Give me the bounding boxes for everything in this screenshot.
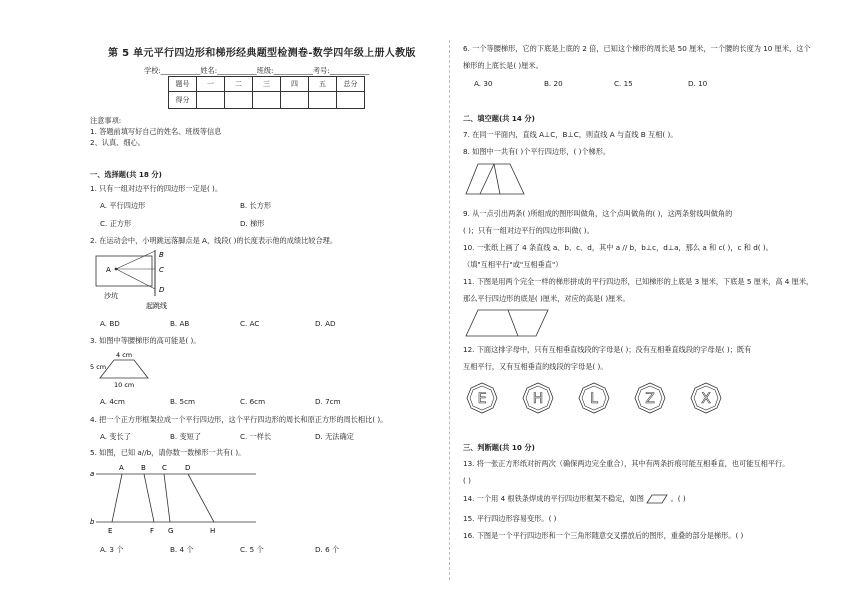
score-cell: 三: [253, 77, 281, 92]
question-text: 4. 把一个正方形框架拉成一个平行四边形，这个平行四边形的周长和原正方形的周长相比( )。: [90, 415, 388, 424]
two-trapezoids-figure: [464, 308, 554, 338]
option-c[interactable]: C. AC: [240, 319, 260, 328]
question-text: 梯形的上底长是( )厘米。: [463, 61, 543, 70]
question-text: 1. 只有一组对边平行的四边形一定是( )。: [90, 184, 223, 193]
sandpit-label: 沙坑: [104, 292, 118, 300]
question-text: 2. 在运动会中，小明跳远落脚点是 A，线段( )的长度表示他的成绩比较合理。: [90, 236, 338, 245]
option-d[interactable]: D. 7cm: [315, 397, 341, 406]
score-input-cell[interactable]: [281, 92, 309, 109]
option-c[interactable]: C. 一样长: [240, 432, 272, 441]
option-b[interactable]: B. 4 个: [170, 545, 194, 554]
question-text: 8. 如图中一共有( )个平行四边形，( )个梯形。: [463, 147, 611, 156]
score-table: [168, 76, 365, 109]
question-text: 6. 一个等腰梯形，它的下底是上底的 2 倍，已知这个梯形的周长是 50 厘米，一个腰的长度为 10 厘米，这个: [463, 44, 811, 53]
question-text: 7. 在同一平面内，直线 A⊥C，B⊥C，则直线 A 与直线 B 互相( )。: [463, 130, 678, 139]
note-item: 1. 答题前填写好自己的姓名、班级等信息: [90, 127, 222, 136]
option-a[interactable]: A. 变长了: [100, 432, 131, 441]
letter-e-badge: [466, 382, 498, 414]
letter-label: Z: [645, 391, 655, 407]
letter-label: X: [701, 391, 711, 407]
score-table-score-row: [169, 92, 365, 109]
bottom-base-label: 10 cm: [114, 381, 135, 389]
answer-blank[interactable]: ( ): [463, 476, 471, 485]
long-jump-figure: [92, 248, 192, 312]
score-cell: 四: [281, 77, 309, 92]
point-label: H: [210, 527, 216, 535]
trapezoid-figure: [90, 348, 160, 390]
section-heading: 一、选择题(共 18 分): [90, 170, 162, 179]
point-label: A: [119, 464, 124, 472]
option-b[interactable]: B. 变短了: [170, 432, 202, 441]
option-b[interactable]: B. 5cm: [170, 397, 196, 406]
top-base-label: 4 cm: [116, 351, 133, 359]
option-d[interactable]: D. 6 个: [315, 545, 340, 554]
answer-blank[interactable]: 。( ): [670, 494, 686, 503]
question-text: ( )；只有一组对边平行的四边形叫做( )。: [463, 226, 594, 235]
student-info-line[interactable]: 学校:___________姓名:___________班级:___________考号:___________: [144, 66, 370, 75]
score-input-cell[interactable]: [309, 92, 337, 109]
option-d[interactable]: D. AD: [315, 319, 336, 328]
point-label: C: [162, 464, 167, 472]
point-label: F: [150, 527, 155, 535]
option-a[interactable]: A. 30: [474, 79, 493, 88]
question-text: 5. 如图，已知 a//b，请你数一数梯形一共有( )。: [90, 448, 246, 457]
score-cell: 题号: [169, 77, 197, 92]
parallelogram-icon: [646, 494, 668, 504]
option-a[interactable]: A. 平行四边形: [100, 201, 146, 210]
question-text: 那么平行四边形的底是( )厘米，对应的高是( )厘米。: [463, 294, 630, 303]
option-a[interactable]: A. 4cm: [100, 397, 125, 406]
question-text: 9. 从一点引出两条( )所组成的图形叫做角，这个点叫做角的( )，这两条射线叫做角的: [463, 209, 733, 218]
option-c[interactable]: C. 5 个: [240, 545, 264, 554]
right-column: [452, 0, 860, 608]
score-cell: 二: [225, 77, 253, 92]
question-text: 13. 将一张正方形纸对折两次（确保两边完全重合），其中有两条折痕可能互相垂直，也可能互相平行。: [463, 459, 790, 468]
question-text: 11. 下图是用两个完全一样的梯形拼成的平行四边形，已知梯形的上底是 3 厘米，下底是 5 厘米，高 4 厘米，: [463, 277, 814, 286]
column-divider: [449, 40, 450, 580]
takeoff-line-label: 起跳线: [146, 302, 167, 310]
letter-z-badge: [634, 382, 666, 414]
letter-l-badge: [578, 382, 610, 414]
letter-label: H: [532, 391, 544, 407]
question-text: 12. 下面这排字母中，只有互相垂直线段的字母是( )；没有互相垂直线段的字母是( )；既有: [463, 345, 752, 354]
score-cell: 得分: [169, 92, 197, 109]
note-item: 2、认真、细心。: [90, 138, 145, 147]
line-a-label: a: [90, 470, 95, 478]
question-text: 15. 平行四边形容易变形。( ): [463, 514, 557, 523]
section-heading: 二、填空题(共 14 分): [463, 114, 535, 123]
question-text: 16. 下图是一个平行四边形和一个三角形随意交叉摆放后的图形，重叠的部分是梯形。( ): [463, 531, 744, 540]
letter-x-badge: [690, 382, 722, 414]
point-b-label: B: [159, 251, 164, 259]
question-text: 10. 一张纸上画了 4 条直线 a、b、c、d，其中 a // b，b⊥c，d⊥a，那么 a 和 c( )，c 和 d( )。: [463, 243, 773, 252]
letter-h-badge: [522, 382, 554, 414]
score-table-header-row: [169, 77, 365, 92]
option-d[interactable]: D. 梯形: [240, 219, 265, 228]
section-heading: 三、判断题(共 10 分): [463, 443, 535, 452]
parallelogram-trapezoid-figure: [464, 160, 528, 200]
parallel-lines-figure: [88, 460, 268, 540]
score-input-cell[interactable]: [197, 92, 225, 109]
letter-label: L: [590, 391, 598, 407]
score-cell: 一: [197, 77, 225, 92]
point-label: G: [168, 527, 174, 535]
question-text: [463, 494, 686, 504]
point-label: B: [141, 464, 146, 472]
question-text: （填"互相平行"或"互相垂直"）: [463, 260, 563, 269]
page-title: 第 5 单元平行四边形和梯形经典题型检测卷-数学四年级上册人教版: [108, 48, 416, 59]
point-label: E: [108, 527, 113, 535]
score-input-cell[interactable]: [337, 92, 365, 109]
question-text: 3. 如图中等腰梯形的高可能是( )。: [90, 336, 201, 345]
option-a[interactable]: A. 3 个: [100, 545, 124, 554]
score-input-cell[interactable]: [253, 92, 281, 109]
letter-row: [466, 382, 726, 416]
option-d[interactable]: D. 无法确定: [315, 432, 354, 441]
question-text: 互相平行，又有互相垂直的线段的字母是( )。: [463, 362, 608, 371]
score-cell: 五: [309, 77, 337, 92]
option-c[interactable]: C. 15: [614, 79, 633, 88]
option-c[interactable]: C. 6cm: [240, 397, 266, 406]
score-cell: 总分: [337, 77, 365, 92]
option-c[interactable]: C. 正方形: [100, 219, 132, 228]
notes-heading: 注意事项:: [90, 116, 122, 125]
option-b[interactable]: B. 20: [544, 79, 563, 88]
point-a-label: A: [106, 266, 111, 274]
question-text-part: 14. 一个用 4 根铁条焊成的平行四边形框架不稳定，如图: [463, 494, 644, 503]
score-input-cell[interactable]: [225, 92, 253, 109]
option-b[interactable]: B. AB: [170, 319, 190, 328]
point-d-label: D: [159, 286, 165, 294]
point-label: D: [185, 464, 191, 472]
line-b-label: b: [90, 518, 95, 526]
letter-label: E: [477, 391, 487, 407]
option-d[interactable]: D. 10: [688, 79, 708, 88]
option-b[interactable]: B. 长方形: [240, 201, 272, 210]
option-a[interactable]: A. BD: [100, 319, 120, 328]
leg-label: 5 cm: [90, 363, 107, 371]
point-c-label: C: [159, 266, 164, 274]
